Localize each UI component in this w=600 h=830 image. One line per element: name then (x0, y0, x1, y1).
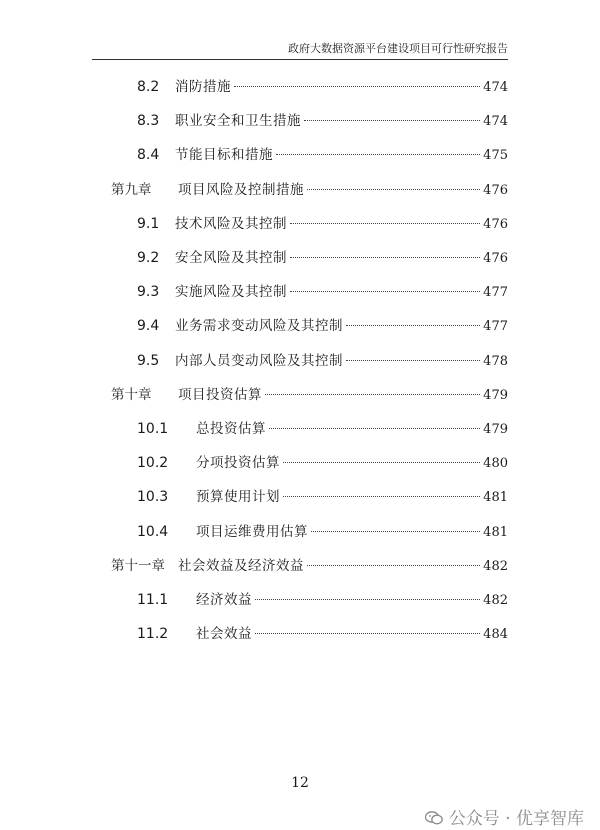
page-header (0, 0, 600, 62)
toc-entry[interactable] (0, 486, 600, 508)
toc-entry-page: 484 (483, 627, 508, 643)
toc-entry-page: 482 (483, 593, 508, 608)
toc-entry-title: 内部人员变动风险及其控制 (175, 352, 343, 369)
dot-leader (276, 154, 480, 155)
toc-entry-page: 480 (483, 456, 508, 472)
toc-entry[interactable] (0, 213, 600, 235)
toc-entry-title: 实施风险及其控制 (175, 284, 287, 301)
toc-entry-page: 481 (483, 490, 508, 506)
header-rule (92, 59, 508, 60)
toc-entry-page: 481 (483, 524, 508, 540)
toc-entry-page: 477 (483, 319, 508, 335)
toc-entry-number: 9.3 (137, 284, 160, 301)
toc-entry-number: 9.5 (137, 352, 160, 369)
toc-entry-page: 479 (483, 387, 508, 403)
toc-entry[interactable] (0, 144, 600, 166)
toc-entry-title: 项目风险及控制措施 (178, 181, 304, 198)
toc-entry-title: 社会效益 (196, 626, 252, 643)
watermark (425, 804, 584, 829)
toc-entry-number: 第十章 (111, 386, 152, 403)
toc-entry-title: 分项投资估算 (196, 455, 280, 472)
toc-entry-title: 职业安全和卫生措施 (175, 113, 301, 130)
toc-entry-title: 技术风险及其控制 (175, 215, 287, 232)
toc-entry-number: 9.4 (137, 318, 160, 335)
toc-entry-number: 11.2 (137, 626, 169, 643)
toc-entry-number: 10.4 (137, 523, 169, 540)
dot-leader (290, 257, 480, 258)
toc-entry-page: 476 (483, 216, 508, 232)
toc-entry-number: 10.3 (137, 489, 169, 506)
dot-leader (255, 599, 480, 600)
dot-leader (255, 633, 480, 634)
toc-entry[interactable] (0, 281, 600, 303)
toc-entry-title: 社会效益及经济效益 (178, 557, 304, 574)
toc-entry-title: 业务需求变动风险及其控制 (175, 318, 343, 335)
toc-entry-title: 节能目标和措施 (175, 147, 273, 164)
toc-entry-number: 8.3 (137, 113, 160, 130)
toc-entry[interactable] (0, 418, 600, 440)
toc-entry[interactable] (0, 110, 600, 132)
dot-leader (304, 120, 480, 121)
toc-entry[interactable] (0, 384, 600, 406)
toc-entry-page: 474 (483, 114, 508, 130)
dot-leader (307, 189, 480, 190)
toc-entry-number: 第九章 (111, 181, 152, 198)
toc-entry-title: 消防措施 (175, 79, 231, 95)
dot-leader (265, 394, 480, 395)
toc-entry[interactable] (0, 315, 600, 337)
dot-leader (283, 496, 480, 497)
dot-leader (234, 86, 480, 87)
toc-entry-title: 安全风险及其控制 (175, 250, 287, 266)
toc-entry-page: 476 (483, 251, 508, 266)
toc-entry-page: 475 (483, 148, 508, 164)
toc-entry-number: 9.1 (137, 215, 160, 232)
dot-leader (346, 325, 480, 326)
dot-leader (283, 462, 480, 463)
toc-entry-page: 478 (483, 353, 508, 369)
toc-entry-page: 479 (483, 422, 508, 437)
toc-entry-number: 9.2 (137, 250, 160, 266)
toc-entry-title: 经济效益 (196, 592, 252, 608)
toc-entry-number: 8.2 (137, 79, 160, 95)
toc-entry[interactable] (0, 350, 600, 372)
dot-leader (269, 428, 480, 429)
dot-leader (307, 565, 480, 566)
toc-entry[interactable] (0, 247, 600, 269)
toc-entry-title: 项目运维费用估算 (196, 523, 308, 540)
page-number: 12 (291, 775, 309, 791)
toc-entry-title: 项目投资估算 (178, 386, 262, 403)
wechat-icon (425, 810, 443, 824)
toc-entry-number: 8.4 (137, 147, 160, 164)
dot-leader (290, 223, 480, 224)
toc-entry[interactable] (0, 623, 600, 645)
toc-entry-number: 11.1 (137, 592, 169, 608)
toc-entry-number: 10.2 (137, 455, 169, 472)
dot-leader (311, 531, 480, 532)
toc-entry-page: 476 (483, 182, 508, 198)
toc-entry[interactable] (0, 179, 600, 201)
toc-entry[interactable] (0, 452, 600, 474)
toc-entry-page: 482 (483, 558, 508, 574)
toc-entry[interactable] (0, 589, 600, 611)
dot-leader (290, 291, 480, 292)
toc-entry-number: 10.1 (137, 421, 169, 437)
toc-entry[interactable] (0, 555, 600, 577)
toc-entry-page: 474 (483, 80, 508, 95)
toc-entry-title: 总投资估算 (196, 421, 266, 437)
toc-entry-number: 第十一章 (111, 557, 165, 574)
toc-entry-page: 477 (483, 285, 508, 301)
watermark-text: 公众号 · 优享智库 (448, 809, 584, 829)
dot-leader (346, 360, 480, 361)
toc-entry-title: 预算使用计划 (196, 489, 280, 506)
header-title: 政府大数据资源平台建设项目可行性研究报告 (288, 42, 508, 55)
toc-entry[interactable] (0, 76, 600, 98)
toc-entry[interactable] (0, 521, 600, 543)
